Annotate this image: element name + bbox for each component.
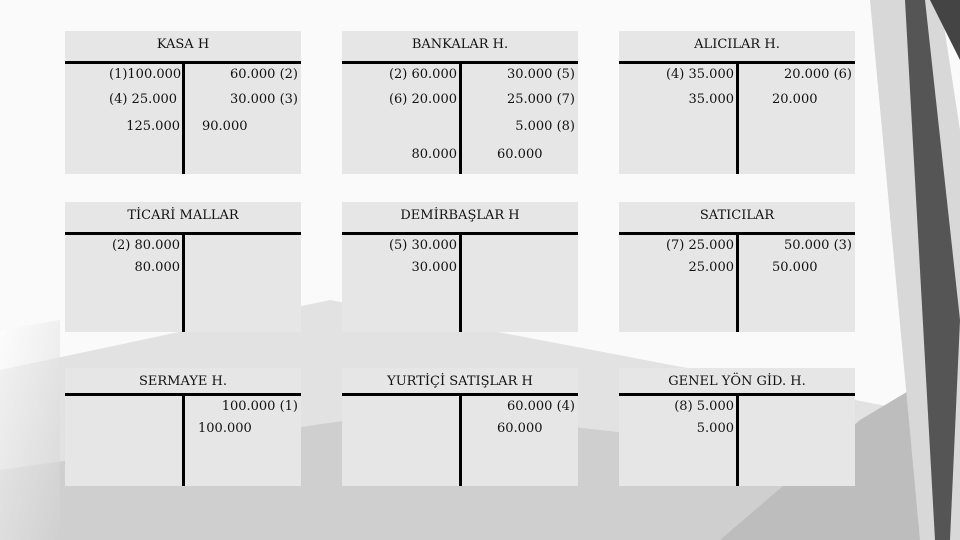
- credit-total: 50.000: [772, 260, 818, 275]
- credit-entry: 60.000 (2): [229, 67, 298, 82]
- debit-total: 80.000: [411, 147, 457, 162]
- t-account-vertical-line: [182, 61, 185, 174]
- credit-entry: 100.000 (1): [221, 399, 298, 414]
- debit-entry: (7) 25.000: [665, 238, 734, 253]
- t-account-vertical-line: [459, 393, 462, 486]
- debit-entry: (5) 30.000: [388, 238, 457, 253]
- credit-entry: 50.000 (3): [783, 238, 852, 253]
- account-kasa: [65, 31, 301, 174]
- account-alicilar: [619, 31, 855, 174]
- account-ticari-mallar: [65, 202, 301, 332]
- credit-total: 60.000: [497, 421, 543, 436]
- credit-total: 20.000: [772, 92, 818, 107]
- debit-entry: (2) 80.000: [111, 238, 180, 253]
- account-title: BANKALAR H.: [411, 37, 509, 52]
- account-title: TİCARİ MALLAR: [127, 208, 239, 223]
- account-saticilar: [619, 202, 855, 332]
- debit-entry: (2) 60.000: [388, 67, 457, 82]
- t-account-vertical-line: [736, 61, 739, 174]
- t-account-vertical-line: [459, 61, 462, 174]
- t-account-vertical-line: [736, 232, 739, 332]
- t-account-vertical-line: [182, 393, 185, 486]
- debit-entry: (6) 20.000: [388, 92, 457, 107]
- debit-entry: (4) 25.000: [109, 92, 178, 107]
- credit-entry: 5.000 (8): [515, 119, 575, 134]
- debit-total: 35.000: [688, 92, 734, 107]
- debit-total: 30.000: [411, 260, 457, 275]
- account-genel-yonetim-giderleri: [619, 368, 855, 486]
- account-sermaye: [65, 368, 301, 486]
- credit-entry: 30.000 (3): [229, 92, 298, 107]
- debit-total: 80.000: [134, 260, 180, 275]
- t-account-vertical-line: [459, 232, 462, 332]
- debit-total: 25.000: [688, 260, 734, 275]
- debit-entry: (8) 5.000: [674, 399, 734, 414]
- t-account-vertical-line: [736, 393, 739, 486]
- credit-entry: 60.000 (4): [506, 399, 575, 414]
- credit-total: 100.000: [198, 421, 252, 436]
- credit-entry: 20.000 (6): [783, 67, 852, 82]
- credit-entry: 30.000 (5): [506, 67, 575, 82]
- account-title: ALICILAR H.: [694, 37, 780, 52]
- account-title: KASA H: [156, 37, 210, 52]
- t-account-vertical-line: [182, 232, 185, 332]
- account-title: SATICILAR: [699, 208, 775, 223]
- account-title: DEMİRBAŞLAR H: [400, 208, 520, 223]
- debit-total: 5.000: [696, 421, 734, 436]
- credit-total: 60.000: [497, 147, 543, 162]
- credit-total: 90.000: [202, 119, 248, 134]
- account-title: YURTİÇİ SATIŞLAR H: [387, 374, 533, 389]
- account-yurtici-satislar: [342, 368, 578, 486]
- account-title: GENEL YÖN GİD. H.: [668, 374, 806, 389]
- debit-entry: (4) 35.000: [665, 67, 734, 82]
- account-demirbaslar: [342, 202, 578, 332]
- debit-entry: (1)100.000: [109, 67, 182, 82]
- debit-total: 125.000: [126, 119, 180, 134]
- account-bankalar: [342, 31, 578, 174]
- credit-entry: 25.000 (7): [506, 92, 575, 107]
- account-title: SERMAYE H.: [138, 374, 228, 389]
